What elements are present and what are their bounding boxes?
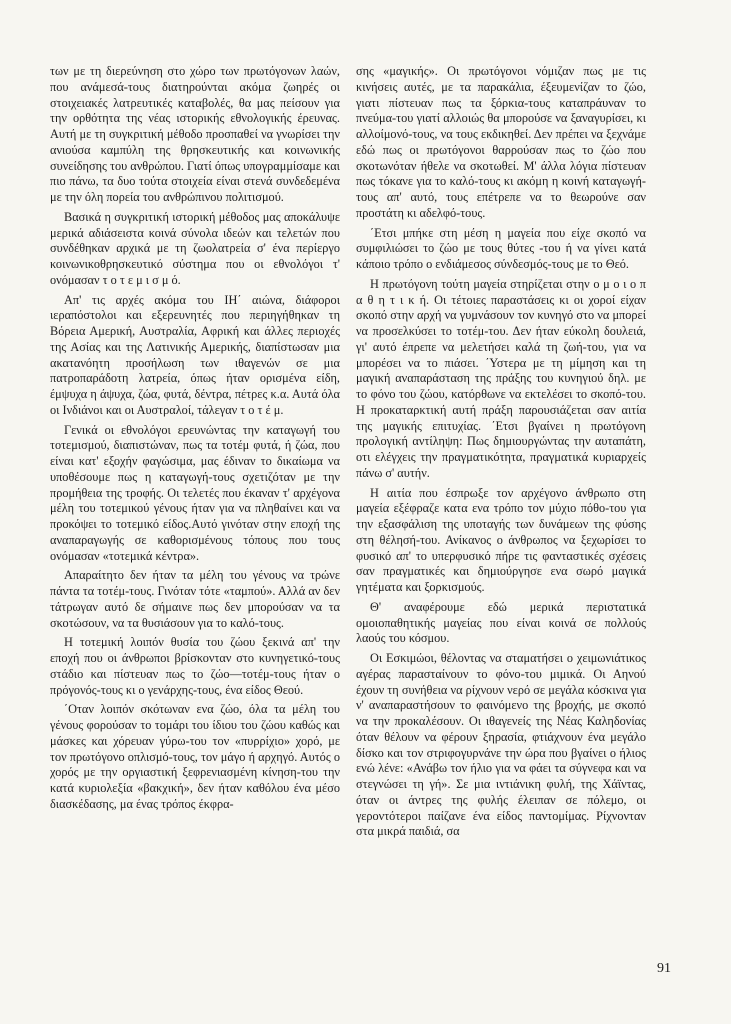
paragraph: ΄Ετσι μπήκε στη μέση η μαγεία που είχε σκοπό να συμφιλιώσει το ζώο με τους θύτες -του ή να γίνει κατά κάποιο τρόπο ο ενδιάμεσος σύνδεσμός-τους με το Θεό. bbox=[356, 225, 646, 271]
paragraph: Απ' τις αρχές ακόμα του ΙΗ΄ αιώνα, διάφοροι ιεραπόστολοι και εξερευνητές που περιηγήθηκαν τη Βόρεια Αμερική, Αυστραλία, Αφρική και άλλες περιοχές της Ασίας και της Λατινικής Αμερικής, διαπίστωσαν μια ακατανόητη προσήλωση των ιθαγενών σε μια πατροπαράδοτη λατρεία, όπως ήταν ορισμένα είδη, έμψυχα η άψυχα, ζώα, φυτά, δέντρα, πέτρες κ.α. Αυτά όλα οι Ινδιάνοι και οι Αυστραλοί, τάλεγαν τ ο τ έ μ. bbox=[50, 292, 340, 417]
paragraph: Γενικά οι εθνολόγοι ερευνώντας την καταγωγή του τοτεμισμού, διαπιστώναν, πως τα τοτέμ φυτά, ή ζώα, που είναι κατ' εξοχήν φαγώσιμα, μας έδιναν το δικαίωμα να υποθέσουμε πως η καταγωγή-τους σχετιζόταν με την προμήθεια της τροφής. Οι τελετές που έκαναν τ' αρχέγονα μέλη του τοτεμικού γένους ήταν για να πληθαίνει και να προκόψει το τοτεμικό είδος.Αυτό γινόταν στην εποχή της αναπαραγωγής σε καθορισμένους τόπους που τους ονόμασαν «τοτεμικά κέντρα». bbox=[50, 422, 340, 563]
paragraph: Απαραίτητο δεν ήταν τα μέλη του γένους να τρώνε πάντα τα τοτέμ-τους. Γινόταν τότε «ταμπού». Αλλά αν δεν τάτρωγαν αυτό δε σήμαινε πως δεν μπορούσαν να τα σκοτώσουν, να τα θυσιάσουν για το καλό-τους. bbox=[50, 568, 340, 630]
paragraph: Η αιτία που έσπρωξε τον αρχέγονο άνθρωπο στη μαγεία εξέφραζε κατα ενα τρόπο τον μύχιο πόθο-του για την εξασφάλιση της υποταγής των δυνάμεων της φύσης στη θέλησή-του. Ανίκανος ο άνθρωπος να ξεχωρίσει το φυσικό απ' το υπερφυσικό πήρε τις φανταστικές σχέσεις σαν πραγματικές και δημιούργησε ενα σωρό μαγικά γητέματα και ξορκισμούς. bbox=[356, 485, 646, 594]
paragraph: Η πρωτόγονη τούτη μαγεία στηρίζεται στην ο μ ο ι ο π α θ η τ ι κ ή. Οι τέτοιες παραστάσεις κι οι χοροί είχαν σκοπό στην αρχή να γυμνάσουν τον κυνηγό στο να μπορεί να προσελκύσει το τοτέμ-του. Δεν ήταν εύκολη δουλειά, γι' αυτό έπρεπε να μελετήσει καλά τη ζωή-του, για να μπορέσει να το πιάσει. ΄Υστερα με τη μίμηση και τη μαγική αναπαράσταση της πράξης του κυνηγιού δηλ. με το φόνο του ζώου, κατόρθωνε να εκτελέσει το σκοπό-του. Η προκαταρκτική αυτή πράξη παρουσιάζεται σαν αιτία της μαγικής επιτυχίας. ΄Ετσι βγαίνει η πρωτόγονη προλογική αντίληψη: Πως δημιουργώντας την αυταπάτη, οτι ελέγχεις την πραγματικότητα, πραγματικά κυριαρχείς πάνω σ' αυτήν. bbox=[356, 276, 646, 480]
paragraph: Η τοτεμική λοιπόν θυσία του ζώου ξεκινά απ' την εποχή που οι άνθρωποι βρίσκονταν στο κυνηγετικό-τους στάδιο και πίστευαν πως το ζώο—τοτέμ-τους ήταν ο πρόγονός-τους κι ο γενάρχης-τους, ένα είδος Θεού. bbox=[50, 635, 340, 697]
right-column bbox=[356, 64, 646, 844]
paragraph: ΄Οταν λοιπόν σκότωναν ενα ζώο, όλα τα μέλη του γένους φορούσαν το τομάρι του ίδιου του ζώου καθώς και μάσκες και χόρευαν γύρω-του τον «πυρρίχιο» χορό, με τον πρωτόγονο οπλισμό-τους, τον μάγο ή αρχηγό. Αυτός ο χορός με την οργιαστική ξεφρενιασμένη κίνηση-του την κατά κυριολεξία «βακχική», δεν ήταν καθόλου ένα μέσο διασκέδασης, μα ένας τρόπος έκφρα- bbox=[50, 702, 340, 811]
paragraph: Θ' αναφέρουμε εδώ μερικά περιστατικά ομοιοπαθητικής μαγείας που είναι κοινά σε πολλούς λαούς του κόσμου. bbox=[356, 599, 646, 646]
page-number: 91 bbox=[657, 961, 671, 976]
paragraph: Βασικά η συγκριτική ιστορική μέθοδος μας αποκάλυψε μερικά αδιάσειστα κοινά σύνολα ιδεών και τελετών που συνδέθηκαν αρχικά με τη ζωολατρεία σ' ένα περίεργο κοινωνικοθρησκευτικό σύστημα που οι εθνολόγοι τ' ονόμασαν τ ο τ ε μ ι σ μ ό. bbox=[50, 209, 340, 287]
paragraph: σης «μαγικής». Οι πρωτόγονοι νόμιζαν πως με τις κινήσεις αυτές, με τα παρακάλια, έξευμενίζαν το ζώο, γιατι πίστευαν πως τα ξόρκια-τους καταπράυναν το πνεύμα-του γιατί αλλοιώς θα μπορούσε να ξαναγυρίσει, κι αλλοίμονό-τους, να τους εκδικηθεί. Δεν πρέπει να ξεχνάμε εδώ πως οι πρωτόγονοι θαρρούσαν πως το ζώο που σκοτωνόταν ήθελε να σκοτωθεί. Μ' άλλα λόγια πίστευαν πως τόκανε για το καλό-τους κι ακόμη η κοινή καταγωγή-τους απ' αυτό, τους επέτρεπε να το θεωρούνε σαν προστάτη κι αδελφό-τους. bbox=[356, 64, 646, 220]
paragraph: Οι Εσκιμώοι, θέλοντας να σταματήσει ο χειμωνιάτικος αγέρας παρασταίνουν το φόνο-του μιμικά. Οι Αηνού έχουν τη συνήθεια να ρίχνουν νερό σε μεγάλα κόσκινα για ν' αναπαραστήσουν το φαινόμενο της βροχής, με σκοπό να την προκαλέσουν. Οι ιθαγενείς της Νέας Καληδονίας όταν θέλουν να φέρουν ξηρασία, φτιάχνουν ένα μεγάλο δίσκο και τον στριφογυρνάνε την ώρα που βγαίνει ο ήλιος ενώ λένε: «Ανάβω τον ήλιο για να φάει τα σύγνεφα και να στεγνώσει τη γή». Σε μια ιντιάνικη φυλή, της Χάϊντας, όταν οι άντρες της φυλής έλειπαν σε πόλεμο, οι γεροντότεροι παίζανε ένα είδος παντομίμας. Ρίχνονταν στα μικρά παιδιά, σα bbox=[356, 651, 646, 839]
paragraph: των με τη διερεύνηση στο χώρο των πρωτόγονων λαών, που ανάμεσά-τους διατηρούνται ακόμα ζωηρές οι στοιχειακές λατρευτικές καταβολές, θα μας πείσουν για την ορθότητα της νέας ιστορικής εθνολογικής έρευνας. Αυτή με τη συγκριτική μέθοδο προσπαθεί να γνωρίσει την ανιούσα καμπύλη της θρησκευτικής και κοινωνικής συνείδησης του ανθρώπου. Γιατί όπως υπογραμμίσαμε και πιο πάνω, τα δυο τούτα στοιχεία είναι στενά συνδεδεμένα με την όλη πορεία του ανθρώπινου πολιτισμού. bbox=[50, 64, 340, 204]
left-column bbox=[50, 64, 340, 817]
